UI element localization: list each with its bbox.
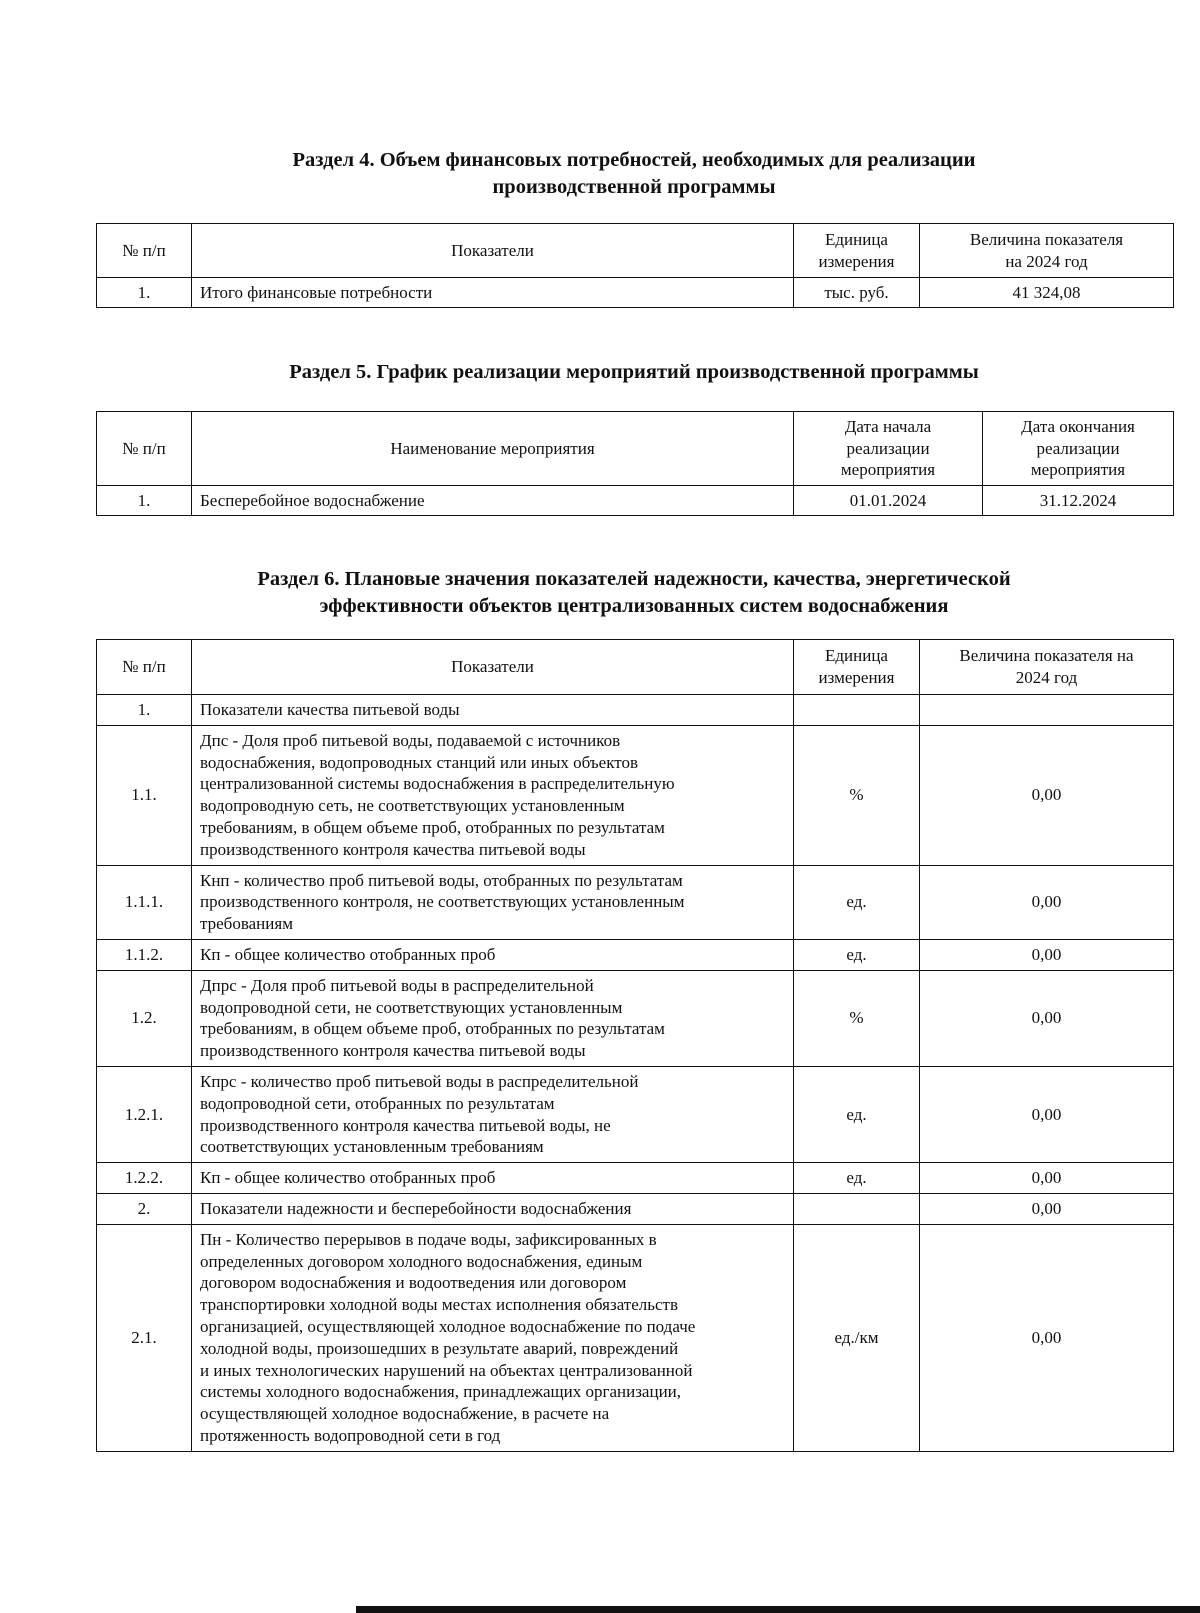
col-header-unit	[794, 224, 920, 278]
row-unit: ед.	[794, 865, 920, 939]
row-num: 1.2.	[97, 970, 192, 1066]
indicators-table	[96, 639, 1174, 1452]
end-header-line1: Дата окончания	[1021, 416, 1135, 436]
section-4-title	[96, 147, 1172, 201]
row-indicator	[192, 865, 794, 939]
row-start-date: 01.01.2024	[794, 486, 983, 516]
row-value: 0,00	[920, 970, 1174, 1066]
indicator-text-line: транспортировки холодной воды местах исполнения обязательств	[200, 1295, 679, 1315]
value-header-line2: на 2024 год	[1005, 251, 1088, 271]
indicator-text-line: производственного контроля качества питьевой воды	[200, 1041, 586, 1061]
indicator-text-line: договором водоснабжения и водоотведения или договором	[200, 1273, 627, 1293]
table-row	[97, 1066, 1174, 1162]
indicator-text-line: холодной воды, произошедших в результате аварий, повреждений	[200, 1338, 679, 1358]
row-indicator	[192, 1163, 794, 1194]
row-num: 1.1.1.	[97, 865, 192, 939]
value-header-line1: Величина показателя на	[959, 646, 1134, 666]
col-header-num: № п/п	[97, 412, 192, 486]
financial-needs-table	[96, 223, 1174, 308]
row-num: 1.1.	[97, 725, 192, 865]
row-indicator	[192, 1066, 794, 1162]
row-indicator	[192, 970, 794, 1066]
indicator-text-line: требованиям	[200, 914, 293, 934]
indicator-text-line: Кнп - количество проб питьевой воды, отобранных по результатам	[200, 870, 683, 890]
indicator-text-line: Пн - Количество перерывов в подаче воды, зафиксированных в	[200, 1229, 657, 1249]
row-unit: ед.	[794, 1066, 920, 1162]
section-6-title	[96, 566, 1172, 620]
table-header-row	[97, 224, 1174, 278]
end-header-line2: реализации	[1036, 438, 1120, 458]
indicator-text-line: водопроводную сеть, не соответствующих установленным	[200, 796, 625, 816]
page-bottom-edge-divider	[356, 1606, 1200, 1613]
row-value: 0,00	[920, 1224, 1174, 1451]
unit-header-line1: Единица	[825, 646, 888, 666]
indicator-text-line: соответствующих установленным требованиям	[200, 1137, 544, 1157]
row-value: 0,00	[920, 1163, 1174, 1194]
indicator-text-line: централизованной системы водоснабжения в распределительную	[200, 774, 675, 794]
row-indicator	[192, 725, 794, 865]
section-4-title-line1: Раздел 4. Объем финансовых потребностей, необходимых для реализации	[292, 149, 976, 171]
indicator-text-line: протяженность водопроводной сети в год	[200, 1425, 501, 1445]
col-header-event-name: Наименование мероприятия	[192, 412, 794, 486]
row-unit	[794, 1193, 920, 1224]
start-header-line1: Дата начала	[844, 416, 932, 436]
table-row	[97, 1224, 1174, 1451]
col-header-value	[920, 640, 1174, 695]
indicator-text-line: Показатели надежности и бесперебойности водоснабжения	[200, 1198, 632, 1218]
indicator-text-line: водоснабжения, водопроводных станций или иных объектов	[200, 752, 638, 772]
indicator-text-line: и иных технологических нарушений на объектах централизованной	[200, 1360, 693, 1380]
row-unit: ед.	[794, 939, 920, 970]
row-end-date: 31.12.2024	[983, 486, 1174, 516]
table-row	[97, 695, 1174, 726]
row-indicator	[192, 939, 794, 970]
row-value	[920, 695, 1174, 726]
indicator-text-line: Кп - общее количество отобранных проб	[200, 944, 496, 964]
table-row	[97, 278, 1174, 308]
unit-header-line1: Единица	[825, 229, 888, 249]
col-header-indicator: Показатели	[192, 224, 794, 278]
indicators-table-body	[97, 695, 1174, 1452]
section-4-title-line2: производственной программы	[492, 176, 776, 198]
start-header-line3: мероприятия	[840, 460, 936, 480]
indicator-text-line: определенных договором холодного водоснабжения, единым	[200, 1251, 643, 1271]
table-row	[97, 970, 1174, 1066]
row-unit: %	[794, 970, 920, 1066]
col-header-end-date	[983, 412, 1174, 486]
indicator-text-line: Кпрс - количество проб питьевой воды в распределительной	[200, 1071, 639, 1091]
row-unit: %	[794, 725, 920, 865]
row-value: 41 324,08	[920, 278, 1174, 308]
row-unit: ед./км	[794, 1224, 920, 1451]
indicator-text-line: водопроводной сети, отобранных по результатам	[200, 1093, 555, 1113]
row-unit	[794, 695, 920, 726]
indicator-text-line: требованиям, в общем объеме проб, отобранных по результатам	[200, 817, 665, 837]
row-unit: тыс. руб.	[794, 278, 920, 308]
indicator-text-line: Показатели качества питьевой воды	[200, 700, 460, 719]
table-header-row	[97, 640, 1174, 695]
row-value: 0,00	[920, 865, 1174, 939]
col-header-num: № п/п	[97, 640, 192, 695]
value-header-line1: Величина показателя	[969, 229, 1124, 249]
section-5-title	[96, 359, 1172, 386]
row-unit: ед.	[794, 1163, 920, 1194]
table-header-row	[97, 412, 1174, 486]
col-header-unit	[794, 640, 920, 695]
row-value: 0,00	[920, 1066, 1174, 1162]
row-value: 0,00	[920, 939, 1174, 970]
indicator-text-line: требованиям, в общем объеме проб, отобранных по результатам	[200, 1019, 665, 1039]
indicator-text-line: Кп - общее количество отобранных проб	[200, 1168, 496, 1188]
table-row	[97, 725, 1174, 865]
indicator-text-line: организацией, осуществляющей холодное водоснабжение по подаче	[200, 1316, 696, 1336]
row-num: 1.	[97, 695, 192, 726]
row-indicator	[192, 1193, 794, 1224]
row-num: 2.1.	[97, 1224, 192, 1451]
col-header-num: № п/п	[97, 224, 192, 278]
col-header-value	[920, 224, 1174, 278]
row-value: 0,00	[920, 1193, 1174, 1224]
indicator-text-line: производственного контроля качества питьевой воды, не	[200, 1115, 611, 1135]
row-num: 1.2.2.	[97, 1163, 192, 1194]
unit-header-line2: измерения	[818, 668, 895, 687]
schedule-table	[96, 411, 1174, 516]
row-num: 1.2.1.	[97, 1066, 192, 1162]
section-6-title-line2: эффективности объектов централизованных систем водоснабжения	[319, 595, 949, 617]
indicator-text-line: осуществляющей холодное водоснабжение, в расчете на	[200, 1404, 610, 1424]
table-row	[97, 486, 1174, 516]
end-header-line3: мероприятия	[1030, 460, 1126, 480]
indicator-text-line: водопроводной сети, не соответствующих установленным	[200, 997, 623, 1017]
table-row	[97, 939, 1174, 970]
unit-header-line2: измерения	[818, 251, 895, 271]
table-row	[97, 865, 1174, 939]
indicator-text-line: Дпс - Доля проб питьевой воды, подаваемой с источников	[200, 730, 621, 750]
row-num: 1.1.2.	[97, 939, 192, 970]
row-value: 0,00	[920, 725, 1174, 865]
row-num: 1.	[97, 278, 192, 308]
value-header-line2: 2024 год	[1015, 668, 1078, 687]
indicator-text-line: системы холодного водоснабжения, принадлежащих организации,	[200, 1382, 682, 1402]
section-5-title-line1: Раздел 5. График реализации мероприятий производственной программы	[289, 361, 979, 383]
start-header-line2: реализации	[846, 438, 930, 458]
table-row	[97, 1163, 1174, 1194]
row-indicator: Итого финансовые потребности	[192, 278, 794, 308]
indicator-text-line: Дпрс - Доля проб питьевой воды в распределительной	[200, 975, 594, 995]
table-row	[97, 1193, 1174, 1224]
col-header-start-date	[794, 412, 983, 486]
row-indicator	[192, 695, 794, 726]
row-num: 2.	[97, 1193, 192, 1224]
indicator-text-line: производственного контроля качества питьевой воды	[200, 839, 586, 859]
col-header-indicator: Показатели	[192, 640, 794, 695]
row-num: 1.	[97, 486, 192, 516]
section-6-title-line1: Раздел 6. Плановые значения показателей надежности, качества, энергетической	[257, 568, 1011, 590]
indicator-text-line: производственного контроля, не соответствующих установленным	[200, 892, 685, 912]
row-indicator	[192, 1224, 794, 1451]
row-event-name: Бесперебойное водоснабжение	[192, 486, 794, 516]
